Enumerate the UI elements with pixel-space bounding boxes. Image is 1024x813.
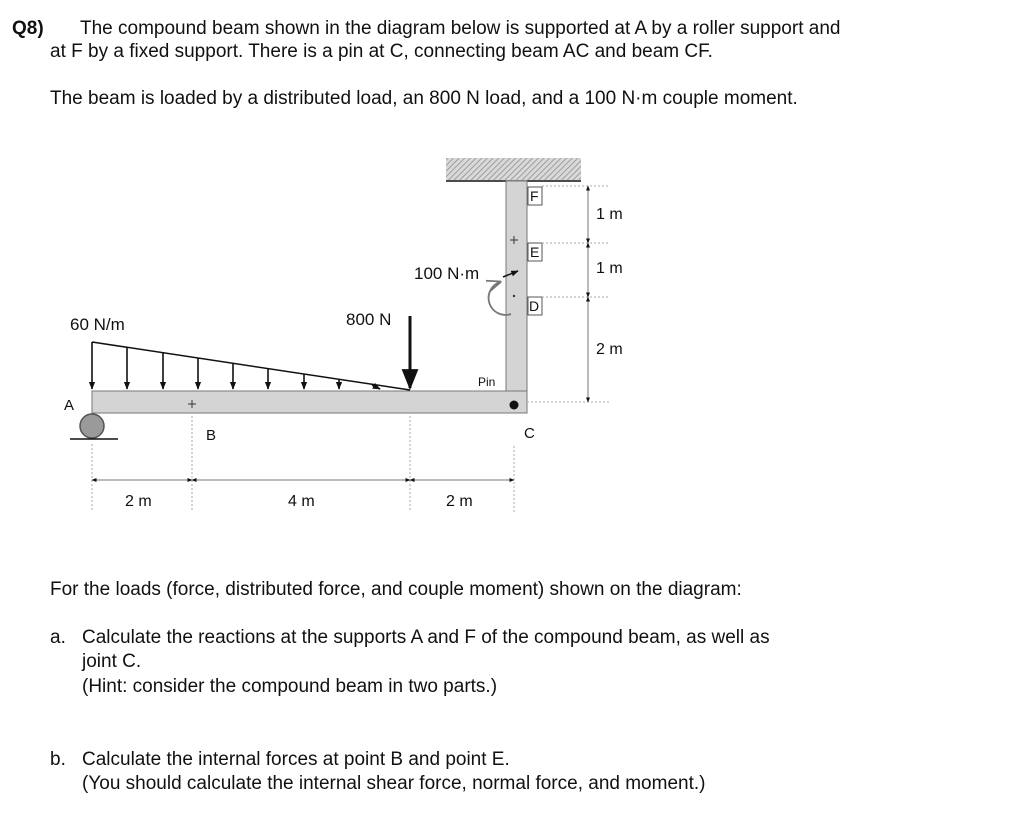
question-number: Q8) — [12, 18, 44, 39]
dim-ed: 1 m — [596, 260, 623, 277]
question-line-3: The beam is loaded by a distributed load, an 800 N load, and a 100 N·m couple moment. — [50, 88, 798, 109]
dim-dc: 2 m — [596, 341, 623, 358]
label-couple-moment: 100 N·m — [414, 264, 480, 283]
dim-ab: 2 m — [125, 493, 152, 510]
label-c: C — [524, 425, 535, 442]
task-b-letter: b. — [50, 749, 66, 770]
task-b-line-1: Calculate the internal forces at point B and point E. — [82, 749, 510, 770]
tasks-intro: For the loads (force, distributed force, and couple moment) shown on the diagram: — [50, 579, 742, 600]
roller-support — [80, 414, 104, 438]
task-a-letter: a. — [50, 627, 66, 648]
question-line-1: The compound beam shown in the diagram below is supported at A by a roller support and — [80, 18, 841, 39]
beam-ac — [92, 391, 527, 413]
dim-load-c: 2 m — [446, 493, 473, 510]
dim-fe: 1 m — [596, 206, 623, 223]
label-e: E — [530, 244, 540, 260]
task-a-line-2: joint C. — [82, 651, 142, 672]
beam-cf — [506, 181, 527, 413]
dim-b-load: 4 m — [288, 493, 315, 510]
task-a-hint: (Hint: consider the compound beam in two parts.) — [82, 676, 498, 697]
question-line-2: at F by a fixed support. There is a pin at C, connecting beam AC and beam CF. — [50, 41, 713, 62]
label-pin: Pin — [478, 375, 496, 389]
task-a-line-1: Calculate the reactions at the supports A and F of the compound beam, as well as — [82, 627, 770, 648]
label-b: B — [206, 427, 217, 444]
label-a: A — [64, 397, 75, 414]
distributed-load — [92, 342, 410, 390]
label-point-load: 800 N — [346, 310, 392, 329]
label-distributed-load: 60 N/m — [70, 315, 125, 334]
task-b-line-2: (You should calculate the internal shear force, normal force, and moment.) — [82, 773, 706, 794]
fixed-support-hatch — [446, 158, 581, 180]
label-f: F — [530, 188, 539, 204]
label-d: D — [529, 298, 540, 314]
pin-joint — [510, 401, 519, 410]
